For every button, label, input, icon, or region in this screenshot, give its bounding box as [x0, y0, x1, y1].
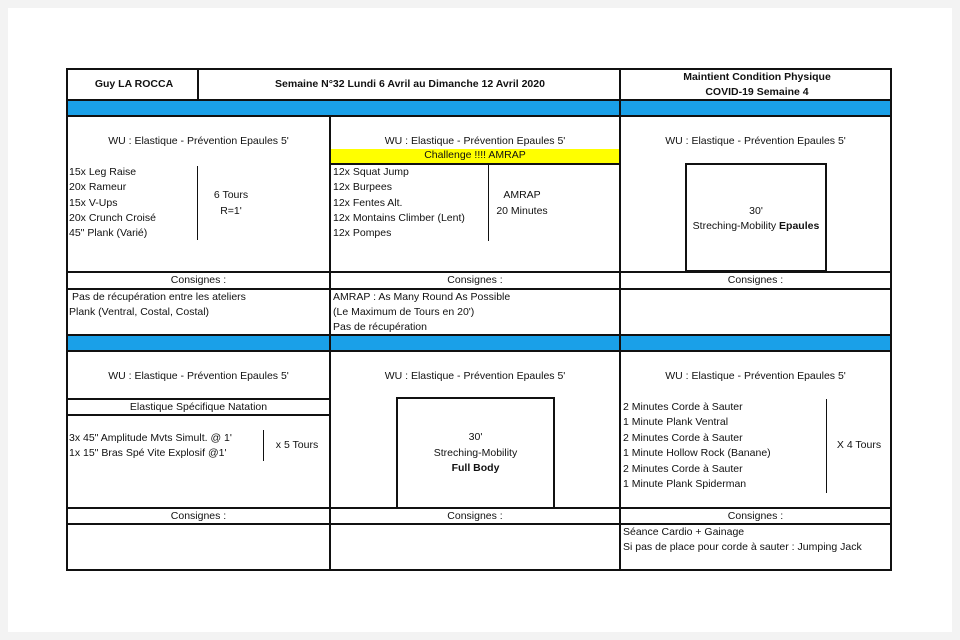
day2-consigne: Pas de récupération	[333, 321, 427, 333]
day1-consigne: Plank (Ventral, Costal, Costal)	[69, 306, 210, 318]
day2-consigne: AMRAP : As Many Round As Possible	[333, 291, 511, 303]
program-title: Maintient Condition Physique	[683, 71, 831, 83]
day3-warmup: WU : Elastique - Prévention Epaules 5'	[665, 135, 846, 147]
day4-subtitle: Elastique Spécifique Natation	[129, 401, 268, 413]
day2-warmup: WU : Elastique - Prévention Epaules 5'	[384, 135, 566, 147]
day5-time: 30'	[468, 431, 483, 443]
day1-rest: R=1'	[220, 205, 242, 217]
day1-warmup: WU : Elastique - Prévention Epaules 5'	[108, 135, 289, 147]
day6-consigne: Si pas de place pour corde à sauter : Jumping Jack	[623, 541, 862, 553]
day4-consignes-label: Consignes :	[170, 510, 227, 522]
day1-rounds: 6 Tours	[213, 189, 249, 201]
day2-consigne: (Le Maximum de Tours en 20')	[333, 306, 475, 318]
program-subtitle: COVID-19 Semaine 4	[705, 86, 809, 98]
day6-exercise: 2 Minutes Corde à Sauter	[623, 463, 743, 475]
day6-exercise: 1 Minute Hollow Rock (Banane)	[623, 447, 771, 459]
day6-rounds: X 4 Tours	[836, 439, 882, 451]
day3-session-text: Streching-Mobility	[692, 220, 777, 232]
week-title: Semaine N°32 Lundi 6 Avril au Dimanche 12 Avril 2020	[275, 78, 545, 90]
day5-session-text: Streching-Mobility	[433, 447, 518, 459]
day2-exercise: 12x Fentes Alt.	[333, 197, 403, 209]
day4-warmup: WU : Elastique - Prévention Epaules 5'	[108, 370, 289, 382]
day1-consigne: Pas de récupération entre les ateliers	[72, 291, 246, 303]
day1-exercise: 15x V-Ups	[69, 197, 118, 209]
day2-exercise: 12x Squat Jump	[333, 166, 409, 178]
band-top	[66, 100, 892, 116]
day2-exercise: 12x Pompes	[333, 227, 392, 239]
day1-exercise: 20x Crunch Croisé	[69, 212, 156, 224]
day3-session	[685, 219, 827, 234]
day3-session-focus: Epaules	[779, 220, 820, 232]
day4-exercise: 1x 15" Bras Spé Vite Explosif @1'	[69, 447, 227, 459]
band-middle	[66, 335, 892, 350]
day1-consignes-label: Consignes :	[170, 274, 227, 286]
day6-exercise: 1 Minute Plank Ventral	[623, 416, 729, 428]
day2-amrap: AMRAP	[503, 189, 541, 201]
day1-exercise: 20x Rameur	[69, 181, 127, 193]
day2-exercise: 12x Montains Climber (Lent)	[333, 212, 465, 224]
day1-exercise: 45" Plank (Varié)	[69, 227, 148, 239]
day5-session-focus: Full Body	[451, 462, 500, 474]
day3-time: 30'	[749, 205, 763, 217]
day6-consignes-label: Consignes :	[727, 510, 784, 522]
day5-consignes-label: Consignes :	[447, 510, 503, 522]
athlete-name: Guy LA ROCCA	[94, 78, 174, 90]
day1-exercise: 15x Leg Raise	[69, 166, 137, 178]
day6-exercise: 1 Minute Plank Spiderman	[623, 478, 747, 490]
day2-challenge: Challenge !!!! AMRAP	[424, 149, 526, 161]
day4-rounds: x 5 Tours	[275, 439, 319, 451]
day2-duration: 20 Minutes	[496, 205, 548, 217]
day6-consigne: Séance Cardio + Gainage	[623, 526, 745, 538]
day4-exercise: 3x 45" Amplitude Mvts Simult. @ 1'	[69, 432, 232, 444]
day6-warmup: WU : Elastique - Prévention Epaules 5'	[665, 370, 846, 382]
day6-exercise: 2 Minutes Corde à Sauter	[623, 401, 743, 413]
day2-exercise: 12x Burpees	[333, 181, 392, 193]
day2-consignes-label: Consignes :	[447, 274, 503, 286]
day5-warmup: WU : Elastique - Prévention Epaules 5'	[384, 370, 566, 382]
day3-consignes-label: Consignes :	[727, 274, 784, 286]
day6-exercise: 2 Minutes Corde à Sauter	[623, 432, 743, 444]
